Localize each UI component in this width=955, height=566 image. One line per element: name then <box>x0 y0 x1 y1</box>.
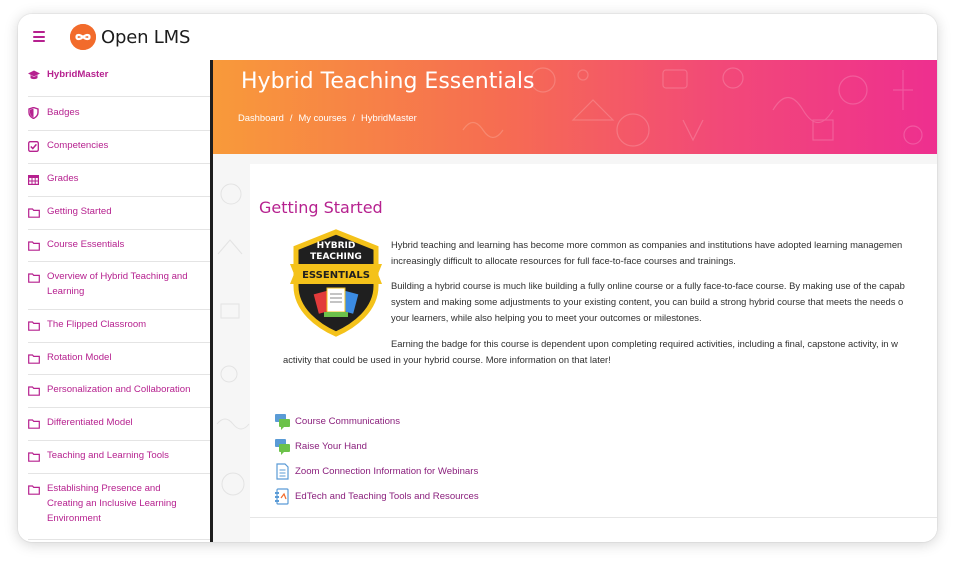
intro-paragraph-line: system and making some adjustments to your existing content, you can build a strong hybrid course that meets the needs o <box>391 296 904 307</box>
sidebar-item-label: Personalization and Collaboration <box>47 384 191 395</box>
section-divider <box>250 517 937 518</box>
intro-paragraph-line: increasingly difficult to allocate resources for full face-to-face courses and trainings. <box>391 255 736 266</box>
menu-toggle-button[interactable] <box>33 31 45 42</box>
course-index-drawer <box>18 60 213 542</box>
folder-icon <box>28 449 40 467</box>
folder-icon <box>28 318 40 336</box>
page-icon <box>274 463 291 480</box>
sidebar-item-label: Teaching and Learning Tools <box>47 450 169 461</box>
sidebar-item-teaching-tools[interactable] <box>28 441 210 474</box>
sidebar-item-label: Overview of Hybrid Teaching and Learning <box>47 271 188 297</box>
sidebar-item-competencies[interactable] <box>28 131 210 164</box>
breadcrumb-current-course-link[interactable]: HybridMaster <box>361 112 417 123</box>
intro-paragraph-line: Earning the badge for this course is dependent upon completing required activities, including a final, capstone activity, in w <box>391 338 898 349</box>
folder-icon <box>28 238 40 256</box>
sidebar-item-label: Getting Started <box>47 206 112 217</box>
sidebar-item-label: Differentiated Model <box>47 417 133 428</box>
sidebar-item-flipped-classroom[interactable] <box>28 310 210 343</box>
folder-icon <box>28 383 40 401</box>
course-header-banner <box>213 60 937 154</box>
breadcrumb-separator: / <box>289 112 293 123</box>
sidebar-item-establishing-presence[interactable] <box>28 474 210 540</box>
sidebar-item-personalization[interactable] <box>28 375 210 408</box>
activity-label: Course Communications <box>295 416 401 427</box>
sidebar-item-grades[interactable] <box>28 164 210 197</box>
folder-icon <box>28 416 40 434</box>
top-navbar <box>18 14 937 60</box>
forum-icon <box>274 438 291 455</box>
sidebar-item-getting-started[interactable] <box>28 197 210 230</box>
course-section-card <box>250 164 937 542</box>
folder-icon <box>28 482 40 500</box>
activity-zoom-connection[interactable] <box>274 463 478 480</box>
activity-edtech-tools[interactable] <box>274 488 479 505</box>
graduation-cap-icon <box>28 68 40 86</box>
sidebar-item-badges[interactable] <box>28 99 210 131</box>
sidebar-item-overview[interactable] <box>28 262 210 310</box>
activity-label: EdTech and Teaching Tools and Resources <box>295 491 479 502</box>
sidebar-item-label: Rotation Model <box>47 352 112 363</box>
background-pattern <box>213 154 250 542</box>
intro-paragraph-line: Building a hybrid course is much like building a fully online course or a fully face-to-face course. By making use of the capab <box>391 280 905 291</box>
sidebar-item-label: HybridMaster <box>47 69 109 80</box>
sidebar-item-course-essentials[interactable] <box>28 230 210 262</box>
shield-icon <box>28 106 40 124</box>
badge-ribbon-text: ESSENTIALS <box>302 270 370 281</box>
sidebar-item-label: Course Essentials <box>47 239 125 250</box>
section-title[interactable]: Getting Started <box>259 198 383 217</box>
breadcrumb-my-courses-link[interactable]: My courses <box>298 112 347 123</box>
intro-paragraph-line: Hybrid teaching and learning has become more common as companies and institutions have adopted learning managemen <box>391 239 903 250</box>
course-title: Hybrid Teaching Essentials <box>241 69 535 94</box>
folder-icon <box>28 270 40 288</box>
breadcrumb <box>238 112 417 123</box>
activity-label: Zoom Connection Information for Webinars <box>295 466 479 477</box>
sidebar-item-label: Grades <box>47 173 79 184</box>
activity-label: Raise Your Hand <box>295 441 368 452</box>
logo-text: Open LMS <box>101 26 191 48</box>
badge-line2: TEACHING <box>310 252 362 262</box>
sidebar-item-label: Badges <box>47 107 80 118</box>
open-lms-logo-icon <box>70 24 96 50</box>
forum-icon <box>274 413 291 430</box>
folder-icon <box>28 205 40 223</box>
book-icon <box>274 488 291 505</box>
activity-course-communications[interactable] <box>274 413 400 430</box>
intro-paragraph-line: your learners, while also helping you to meet your outcomes or milestones. <box>391 312 702 323</box>
sidebar-item-label: Establishing Presence and Creating an Inclusive Learning Environment <box>47 483 177 524</box>
breadcrumb-dashboard-link[interactable]: Dashboard <box>238 112 284 123</box>
table-icon <box>28 172 40 190</box>
sidebar-item-rotation-model[interactable] <box>28 343 210 375</box>
checkbox-icon <box>28 139 40 157</box>
course-badge-image <box>288 228 384 338</box>
sidebar-item-label: Competencies <box>47 140 109 151</box>
site-logo[interactable] <box>70 24 190 50</box>
intro-paragraph-line: activity that could be used in your hybrid course. More information on that later! <box>283 354 611 365</box>
main-content <box>213 60 937 542</box>
sidebar-item-label: The Flipped Classroom <box>47 319 147 330</box>
sidebar-item-differentiated-model[interactable] <box>28 408 210 441</box>
badge-line1: HYBRID <box>316 241 356 251</box>
breadcrumb-separator: / <box>352 112 356 123</box>
sidebar-item-hybridmaster[interactable] <box>28 67 210 97</box>
app-window <box>18 14 937 542</box>
folder-icon <box>28 351 40 369</box>
activity-raise-your-hand[interactable] <box>274 438 367 455</box>
